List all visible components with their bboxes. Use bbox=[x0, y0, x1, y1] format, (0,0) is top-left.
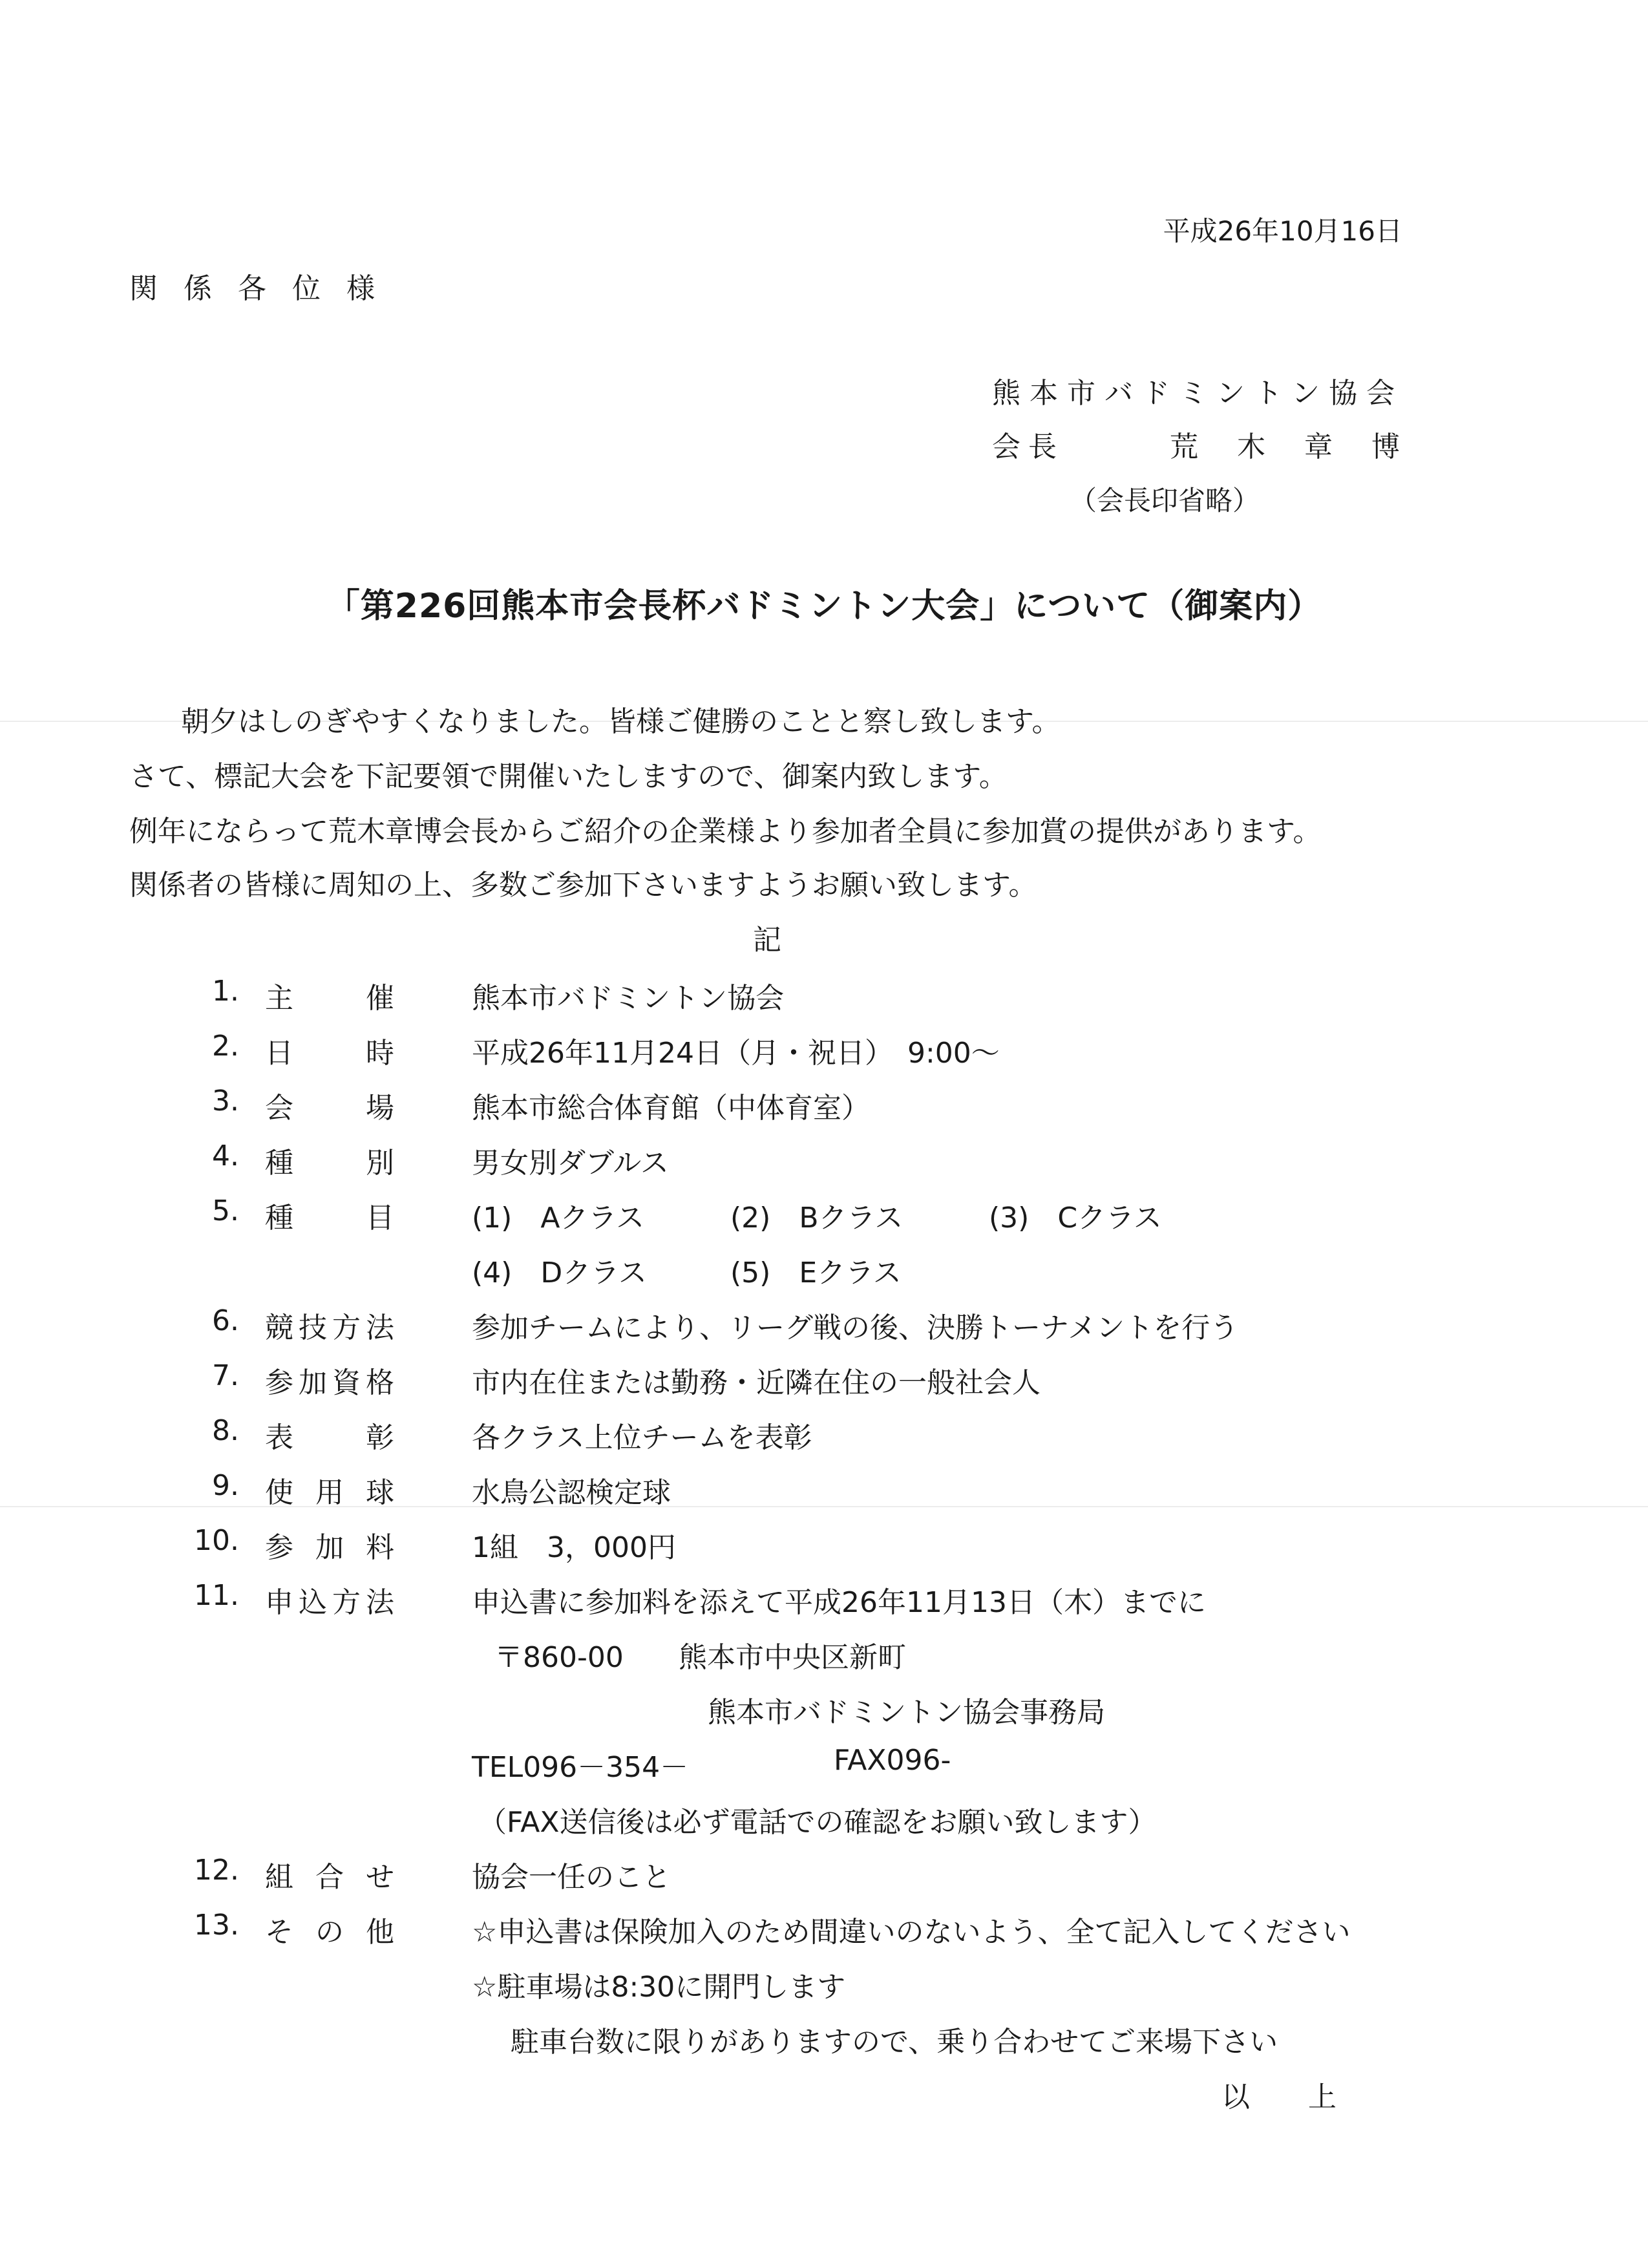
label-char: 他 bbox=[366, 1916, 394, 1949]
label-char: 料 bbox=[366, 1531, 394, 1564]
intro-line: 例年にならって荒木章博会長からご紹介の企業様より参加者全員に参加賞の提供があります。 bbox=[129, 815, 1322, 848]
label-char: 会 bbox=[265, 1092, 293, 1125]
item-number: 10. bbox=[194, 1524, 239, 1557]
label-char: 格 bbox=[366, 1366, 394, 1399]
label-char: 法 bbox=[366, 1311, 394, 1344]
parking-note: ☆駐車場は8:30に開門します bbox=[472, 1971, 846, 2004]
label-char: 目 bbox=[366, 1202, 394, 1235]
item-label bbox=[265, 1854, 394, 1895]
item-label bbox=[265, 1085, 394, 1126]
item-value: ☆申込書は保険加入のため間違いのないよう、全て記入してください bbox=[472, 1916, 1351, 1949]
label-char: 技 bbox=[299, 1311, 327, 1344]
office-tel: TEL096－354－ bbox=[472, 1751, 689, 1784]
paper-fold-line bbox=[0, 1506, 1648, 1507]
item-label bbox=[265, 1139, 394, 1181]
item-number: 7. bbox=[212, 1359, 239, 1392]
item-number: 1. bbox=[212, 975, 239, 1008]
office-address: 熊本市中央区新町 bbox=[679, 1641, 906, 1674]
label-char: 時 bbox=[366, 1037, 394, 1070]
item-number: 4. bbox=[212, 1139, 239, 1172]
item-number: 8. bbox=[212, 1414, 239, 1447]
label-char: 催 bbox=[366, 982, 394, 1015]
sender-name: 荒木章博 bbox=[1170, 430, 1439, 463]
sender-title: 会長 bbox=[992, 430, 1064, 463]
class-d: (4) Dクラス bbox=[472, 1256, 647, 1289]
item-value: 1組 3，000円 bbox=[472, 1531, 676, 1564]
label-char: 組 bbox=[265, 1861, 293, 1894]
label-char: 競 bbox=[265, 1311, 293, 1344]
item-value: 熊本市バドミントン協会 bbox=[472, 982, 785, 1015]
label-char: 加 bbox=[299, 1366, 327, 1399]
class-e: (5) Eクラス bbox=[730, 1256, 902, 1289]
postal-code: 〒860-00 bbox=[494, 1641, 624, 1674]
intro-line: さて、標記大会を下記要領で開催いたしますので、御案内致します。 bbox=[129, 760, 1008, 793]
class-c: (3) Cクラス bbox=[989, 1202, 1162, 1235]
label-char: 種 bbox=[265, 1147, 293, 1180]
label-char: 彰 bbox=[366, 1421, 394, 1454]
office-name: 熊本市バドミントン協会事務局 bbox=[708, 1696, 1106, 1729]
label-char: 参 bbox=[265, 1531, 293, 1564]
label-char: 使 bbox=[265, 1476, 293, 1509]
label-char: 込 bbox=[299, 1586, 327, 1619]
item-label bbox=[265, 1469, 394, 1510]
label-char: 合 bbox=[315, 1861, 344, 1894]
item-label bbox=[265, 975, 394, 1016]
item-value: 申込書に参加料を添えて平成26年11月13日（木）までに bbox=[472, 1586, 1206, 1619]
item-number: 2. bbox=[212, 1030, 239, 1063]
item-number: 13. bbox=[194, 1909, 239, 1942]
recipient: 関係各位様 bbox=[129, 272, 401, 305]
item-number: 9. bbox=[212, 1469, 239, 1502]
item-value: 協会一任のこと bbox=[472, 1861, 671, 1894]
item-value: 水鳥公認検定球 bbox=[472, 1476, 671, 1509]
label-char: 主 bbox=[265, 982, 293, 1015]
label-char: 申 bbox=[265, 1586, 293, 1619]
item-number: 6. bbox=[212, 1304, 239, 1337]
item-value: 平成26年11月24日（月・祝日） 9:00～ bbox=[472, 1037, 1000, 1070]
fax-note: （FAX送信後は必ず電話での確認をお願い致します） bbox=[478, 1806, 1157, 1839]
item-number: 5. bbox=[212, 1194, 239, 1227]
item-label bbox=[265, 1194, 394, 1236]
label-char: 方 bbox=[332, 1586, 361, 1619]
label-char: せ bbox=[366, 1861, 394, 1894]
item-label bbox=[265, 1909, 394, 1950]
document-title: 「第226回熊本市会長杯バドミントン大会」について（御案内） bbox=[326, 587, 1322, 626]
label-char: 表 bbox=[265, 1421, 293, 1454]
item-value: 男女別ダブルス bbox=[472, 1147, 669, 1180]
item-value: 熊本市総合体育館（中体育室） bbox=[472, 1092, 870, 1125]
label-char: 方 bbox=[332, 1311, 361, 1344]
parking-detail: 駐車台数に限りがありますので、乗り合わせてご来場下さい bbox=[511, 2026, 1278, 2059]
item-number: 3. bbox=[212, 1085, 239, 1118]
office-fax: FAX096- bbox=[834, 1744, 951, 1777]
item-label bbox=[265, 1579, 394, 1620]
item-value: 市内在住または勤務・近隣在住の一般社会人 bbox=[472, 1366, 1041, 1399]
item-label bbox=[265, 1414, 394, 1456]
item-label bbox=[265, 1359, 394, 1401]
label-char: 場 bbox=[366, 1092, 394, 1125]
item-label bbox=[265, 1524, 394, 1565]
label-char: の bbox=[315, 1916, 344, 1949]
class-b: (2) Bクラス bbox=[730, 1202, 903, 1235]
label-char: 種 bbox=[265, 1202, 293, 1235]
item-label bbox=[265, 1030, 394, 1071]
item-number: 11. bbox=[194, 1579, 239, 1612]
label-char: 日 bbox=[265, 1037, 293, 1070]
item-label bbox=[265, 1304, 394, 1346]
label-char: 加 bbox=[315, 1531, 344, 1564]
label-char: そ bbox=[265, 1916, 293, 1949]
label-char: 法 bbox=[366, 1586, 394, 1619]
label-char: 用 bbox=[315, 1476, 344, 1509]
label-char: 資 bbox=[332, 1366, 361, 1399]
intro-line: 朝夕はしのぎやすくなりました。皆様ご健勝のことと察し致します。 bbox=[181, 705, 1061, 738]
item-value: 参加チームにより、リーグ戦の後、決勝トーナメントを行う bbox=[472, 1311, 1239, 1344]
sender-organization: 熊本市バドミントン協会 bbox=[992, 377, 1404, 410]
label-char: 参 bbox=[265, 1366, 293, 1399]
item-number: 12. bbox=[194, 1854, 239, 1887]
label-char: 別 bbox=[366, 1147, 394, 1180]
closing-word: 以上 bbox=[1221, 2081, 1395, 2114]
intro-line: 関係者の皆様に周知の上、多数ご参加下さいますようお願い致します。 bbox=[129, 869, 1037, 902]
document-date: 平成26年10月16日 bbox=[1163, 215, 1402, 247]
ki-marker: 記 bbox=[753, 924, 781, 957]
class-a: (1) Aクラス bbox=[472, 1202, 645, 1235]
item-value: 各クラス上位チームを表彰 bbox=[472, 1421, 812, 1454]
seal-note: （会長印省略） bbox=[1070, 485, 1260, 516]
label-char: 球 bbox=[366, 1476, 394, 1509]
